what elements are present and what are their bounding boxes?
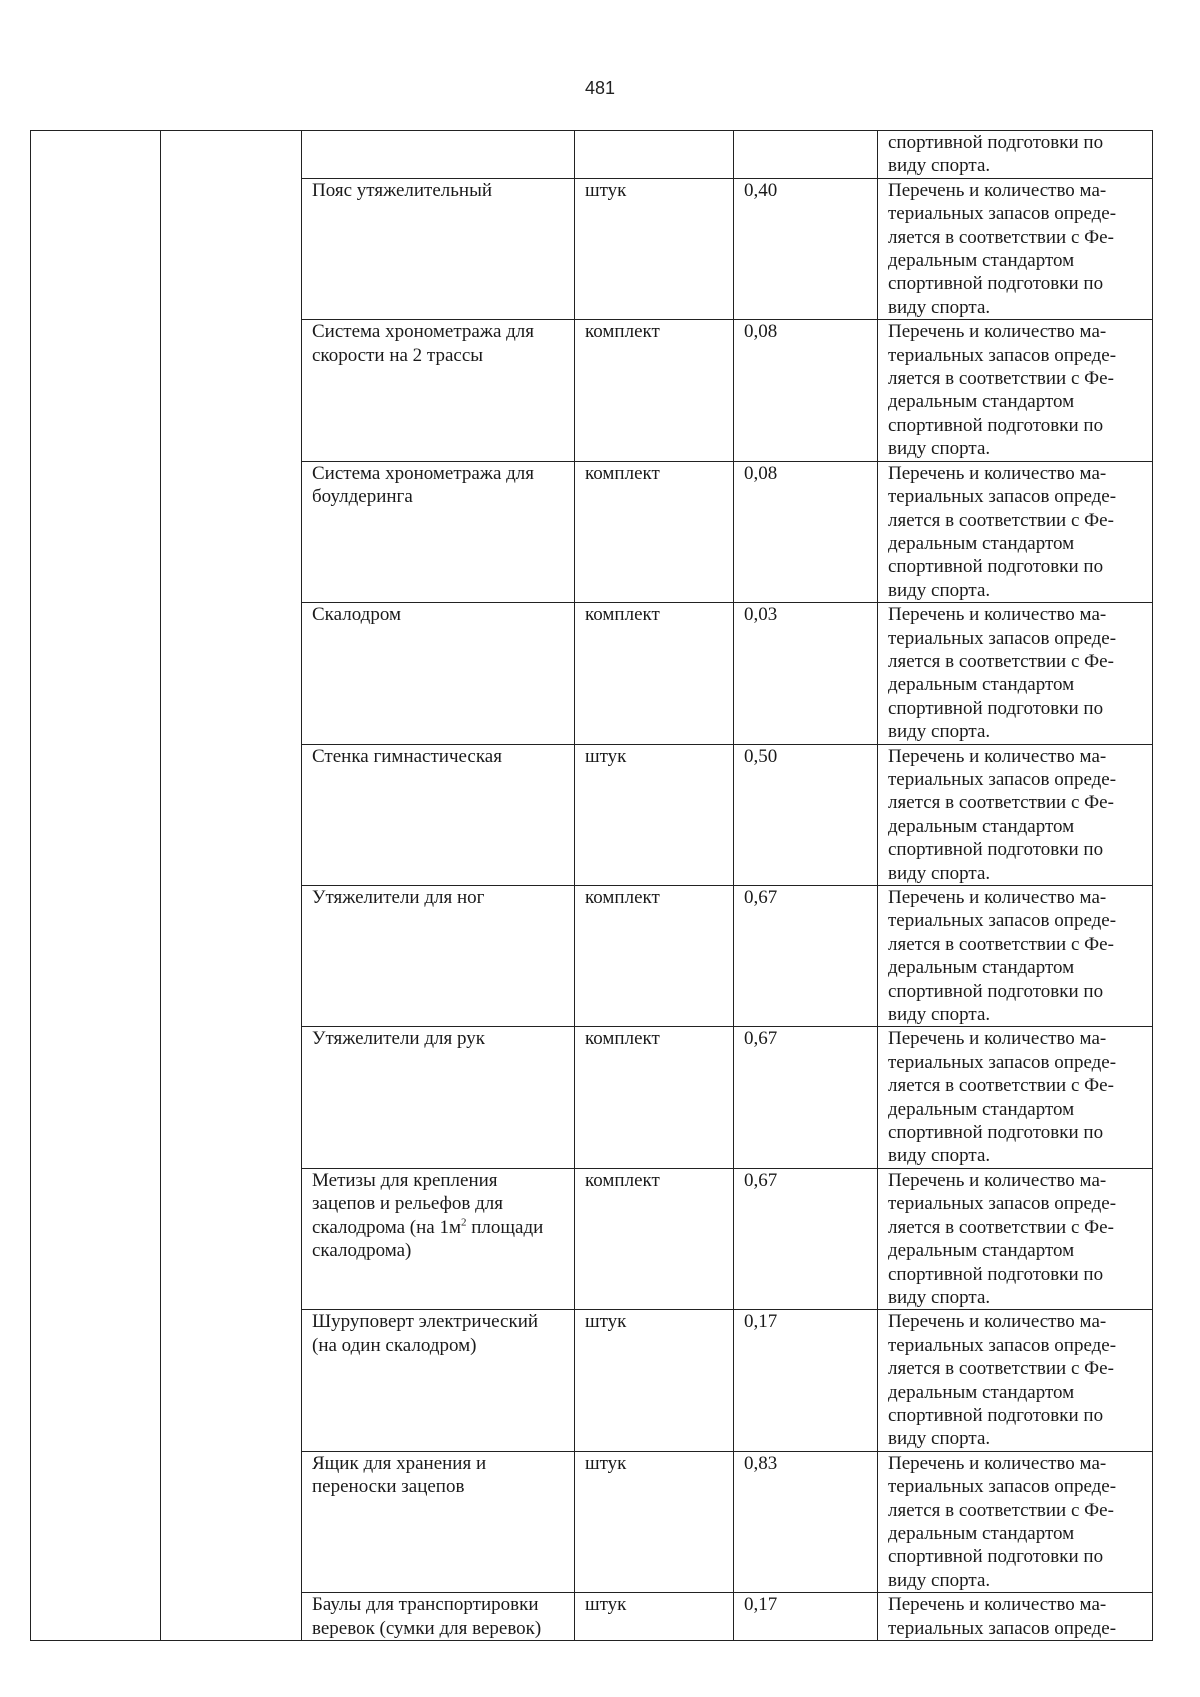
note-line: Перечень и количество ма-	[888, 745, 1107, 767]
item-name-cell	[302, 320, 575, 461]
blank-cell-1	[31, 131, 161, 1641]
note-cell	[878, 744, 1153, 885]
item-name: Система хронометража для боулдеринга	[312, 462, 535, 508]
note-line: спортивной подготовки по	[888, 1546, 1104, 1568]
note-line: виду спорта.	[888, 579, 991, 601]
note-cell	[878, 603, 1153, 744]
item-name-cell	[302, 1168, 575, 1309]
unit-text: комплект	[585, 462, 660, 484]
unit-cell	[575, 461, 734, 602]
unit-text: штук	[585, 1452, 627, 1474]
note-line: виду спорта.	[888, 1569, 991, 1591]
quantity-cell	[734, 131, 878, 179]
unit-cell	[575, 131, 734, 179]
unit-cell	[575, 744, 734, 885]
item-name-cell	[302, 1451, 575, 1592]
unit-cell	[575, 320, 734, 461]
note-line: ляется в соответствии с Фе-	[888, 1499, 1114, 1521]
note-line: ляется в соответствии с Фе-	[888, 650, 1114, 672]
quantity-text: 0,67	[744, 887, 778, 908]
note-line: деральным стандартом	[888, 250, 1075, 272]
note-line: Перечень и количество ма-	[888, 887, 1107, 908]
note-line: виду спорта.	[888, 862, 991, 884]
quantity-text: 0,83	[744, 1452, 778, 1474]
note-line: деральным стандартом	[888, 391, 1075, 413]
note-cell	[878, 1593, 1153, 1641]
quantity-text: 0,08	[744, 321, 778, 343]
quantity-cell	[734, 744, 878, 885]
note-line: Перечень и количество ма-	[888, 604, 1107, 626]
note-line: деральным стандартом	[888, 674, 1075, 696]
quantity-cell	[734, 1593, 878, 1641]
note-cell	[878, 320, 1153, 461]
item-name-cont: площади скалодрома)	[312, 1216, 544, 1262]
note-line: деральным стандартом	[888, 1522, 1075, 1544]
unit-text: штук	[585, 179, 627, 201]
unit-cell	[575, 178, 734, 319]
note-line: ляется в соответствии с Фе-	[888, 368, 1114, 390]
quantity-cell	[734, 461, 878, 602]
quantity-cell	[734, 178, 878, 319]
note-cell	[878, 1310, 1153, 1451]
note-line: териальных запасов опреде-	[888, 768, 1117, 790]
note-line: спортивной подготовки по	[888, 980, 1104, 1002]
note-line: деральным стандартом	[888, 815, 1075, 837]
unit-text: штук	[585, 1594, 627, 1616]
item-name: Скалодром	[312, 604, 401, 626]
note-line: териальных запасов опреде-	[888, 1193, 1117, 1215]
note-line: виду спорта.	[888, 721, 991, 743]
note-line: Перечень и количество ма-	[888, 1452, 1107, 1474]
note-line: териальных запасов опреде-	[888, 627, 1117, 649]
quantity-text: 0,40	[744, 179, 778, 201]
quantity-text: 0,08	[744, 462, 778, 484]
item-name: Баулы для транспортировки веревок (сумки для веревок)	[312, 1594, 542, 1639]
note-line: спортивной подготовки по	[888, 697, 1104, 719]
item-name: Стенка гимнастическая	[312, 745, 502, 767]
item-name-cell	[302, 1310, 575, 1451]
note-line: виду спорта.	[888, 1145, 991, 1167]
unit-cell	[575, 1310, 734, 1451]
blank-cell-2	[161, 131, 302, 1641]
quantity-text: 0,67	[744, 1028, 778, 1050]
note-line: виду спорта.	[888, 1428, 991, 1450]
table-row	[31, 131, 1153, 179]
note-line: Перечень и количество ма-	[888, 179, 1107, 201]
quantity-cell	[734, 1027, 878, 1168]
quantity-cell	[734, 1310, 878, 1451]
unit-cell	[575, 1027, 734, 1168]
note-cell	[878, 886, 1153, 1027]
item-name: Утяжелители для рук	[312, 1028, 485, 1050]
note-line: териальных запасов опреде-	[888, 203, 1117, 225]
note-line: ляется в соответствии с Фе-	[888, 509, 1114, 531]
note-line: ляется в соответствии с Фе-	[888, 933, 1114, 955]
item-name-cell	[302, 1593, 575, 1641]
unit-cell	[575, 603, 734, 744]
note-line: деральным стандартом	[888, 1381, 1075, 1403]
item-name: Метизы для крепления зацепов и рельефов для скалодрома (на 1м	[312, 1169, 504, 1238]
note-line: териальных запасов опреде-	[888, 1334, 1117, 1356]
quantity-cell	[734, 1451, 878, 1592]
note-line: спортивной подготовки по	[888, 414, 1104, 436]
note-cell	[878, 1027, 1153, 1168]
note-line: виду спорта.	[888, 1004, 991, 1026]
note-line: териальных запасов опреде-	[888, 1051, 1117, 1073]
superscript: 2	[461, 1216, 467, 1229]
unit-text: комплект	[585, 604, 660, 626]
note-line: териальных запасов опреде-	[888, 1617, 1117, 1639]
note-cell	[878, 178, 1153, 319]
note-line: спортивной подготовки по	[888, 132, 1104, 153]
unit-text: штук	[585, 1311, 627, 1333]
note-line: виду спорта.	[888, 296, 991, 318]
item-name: Шуруповерт электрический (на один скалодром)	[312, 1311, 539, 1356]
page-number: 481	[584, 78, 616, 98]
note-cell	[878, 131, 1153, 179]
note-line: ляется в соответствии с Фе-	[888, 1216, 1114, 1238]
note-line: спортивной подготовки по	[888, 1122, 1104, 1144]
note-line: виду спорта.	[888, 1286, 991, 1308]
item-name: Ящик для хранения и переноски зацепов	[312, 1452, 487, 1498]
note-line: спортивной подготовки по	[888, 273, 1104, 295]
item-name-cell	[302, 744, 575, 885]
note-line: Перечень и количество ма-	[888, 462, 1107, 484]
unit-cell	[575, 1168, 734, 1309]
quantity-text: 0,67	[744, 1169, 778, 1191]
quantity-text: 0,17	[744, 1594, 778, 1616]
item-name: Утяжелители для ног	[312, 887, 485, 908]
unit-cell	[575, 1451, 734, 1592]
note-line: ляется в соответствии с Фе-	[888, 226, 1114, 248]
item-name-cell	[302, 1027, 575, 1168]
note-line: деральным стандартом	[888, 1098, 1075, 1120]
unit-cell	[575, 1593, 734, 1641]
unit-text: комплект	[585, 887, 660, 908]
unit-text: комплект	[585, 321, 660, 343]
equipment-table	[30, 130, 1153, 1641]
note-line: деральным стандартом	[888, 1240, 1075, 1262]
note-line: ляется в соответствии с Фе-	[888, 792, 1114, 814]
note-line: териальных запасов опреде-	[888, 486, 1117, 508]
unit-text: комплект	[585, 1169, 660, 1191]
unit-cell	[575, 886, 734, 1027]
item-name-cell	[302, 603, 575, 744]
unit-text: комплект	[585, 1028, 660, 1050]
note-cell	[878, 1168, 1153, 1309]
note-line: Перечень и количество ма-	[888, 1169, 1107, 1191]
quantity-cell	[734, 320, 878, 461]
note-line: деральным стандартом	[888, 532, 1075, 554]
note-line: ляется в соответствии с Фе-	[888, 1358, 1114, 1380]
note-line: ляется в соответствии с Фе-	[888, 1075, 1114, 1097]
quantity-cell	[734, 886, 878, 1027]
item-name-cell	[302, 461, 575, 602]
note-line: виду спорта.	[888, 438, 991, 460]
item-name: Система хронометража для скорости на 2 трассы	[312, 321, 535, 366]
note-line: териальных запасов опреде-	[888, 910, 1117, 932]
note-line: Перечень и количество ма-	[888, 1028, 1107, 1050]
note-line: спортивной подготовки по	[888, 839, 1104, 861]
quantity-text: 0,50	[744, 745, 778, 767]
note-cell	[878, 1451, 1153, 1592]
note-line: виду спорта.	[888, 155, 991, 177]
item-name-cell	[302, 131, 575, 179]
item-name: Пояс утяжелительный	[312, 179, 493, 201]
quantity-text: 0,03	[744, 604, 778, 626]
item-name-cell	[302, 178, 575, 319]
quantity-cell	[734, 603, 878, 744]
note-line: териальных запасов опреде-	[888, 344, 1117, 366]
note-line: спортивной подготовки по	[888, 1404, 1104, 1426]
unit-text: штук	[585, 745, 627, 767]
note-line: деральным стандартом	[888, 957, 1075, 979]
note-line: Перечень и количество ма-	[888, 1594, 1107, 1616]
note-line: спортивной подготовки по	[888, 556, 1104, 578]
quantity-text: 0,17	[744, 1311, 778, 1333]
quantity-cell	[734, 1168, 878, 1309]
note-cell	[878, 461, 1153, 602]
note-line: териальных запасов опреде-	[888, 1476, 1117, 1498]
note-line: Перечень и количество ма-	[888, 321, 1107, 343]
note-line: Перечень и количество ма-	[888, 1311, 1107, 1333]
note-line: спортивной подготовки по	[888, 1263, 1104, 1285]
item-name-cell	[302, 886, 575, 1027]
